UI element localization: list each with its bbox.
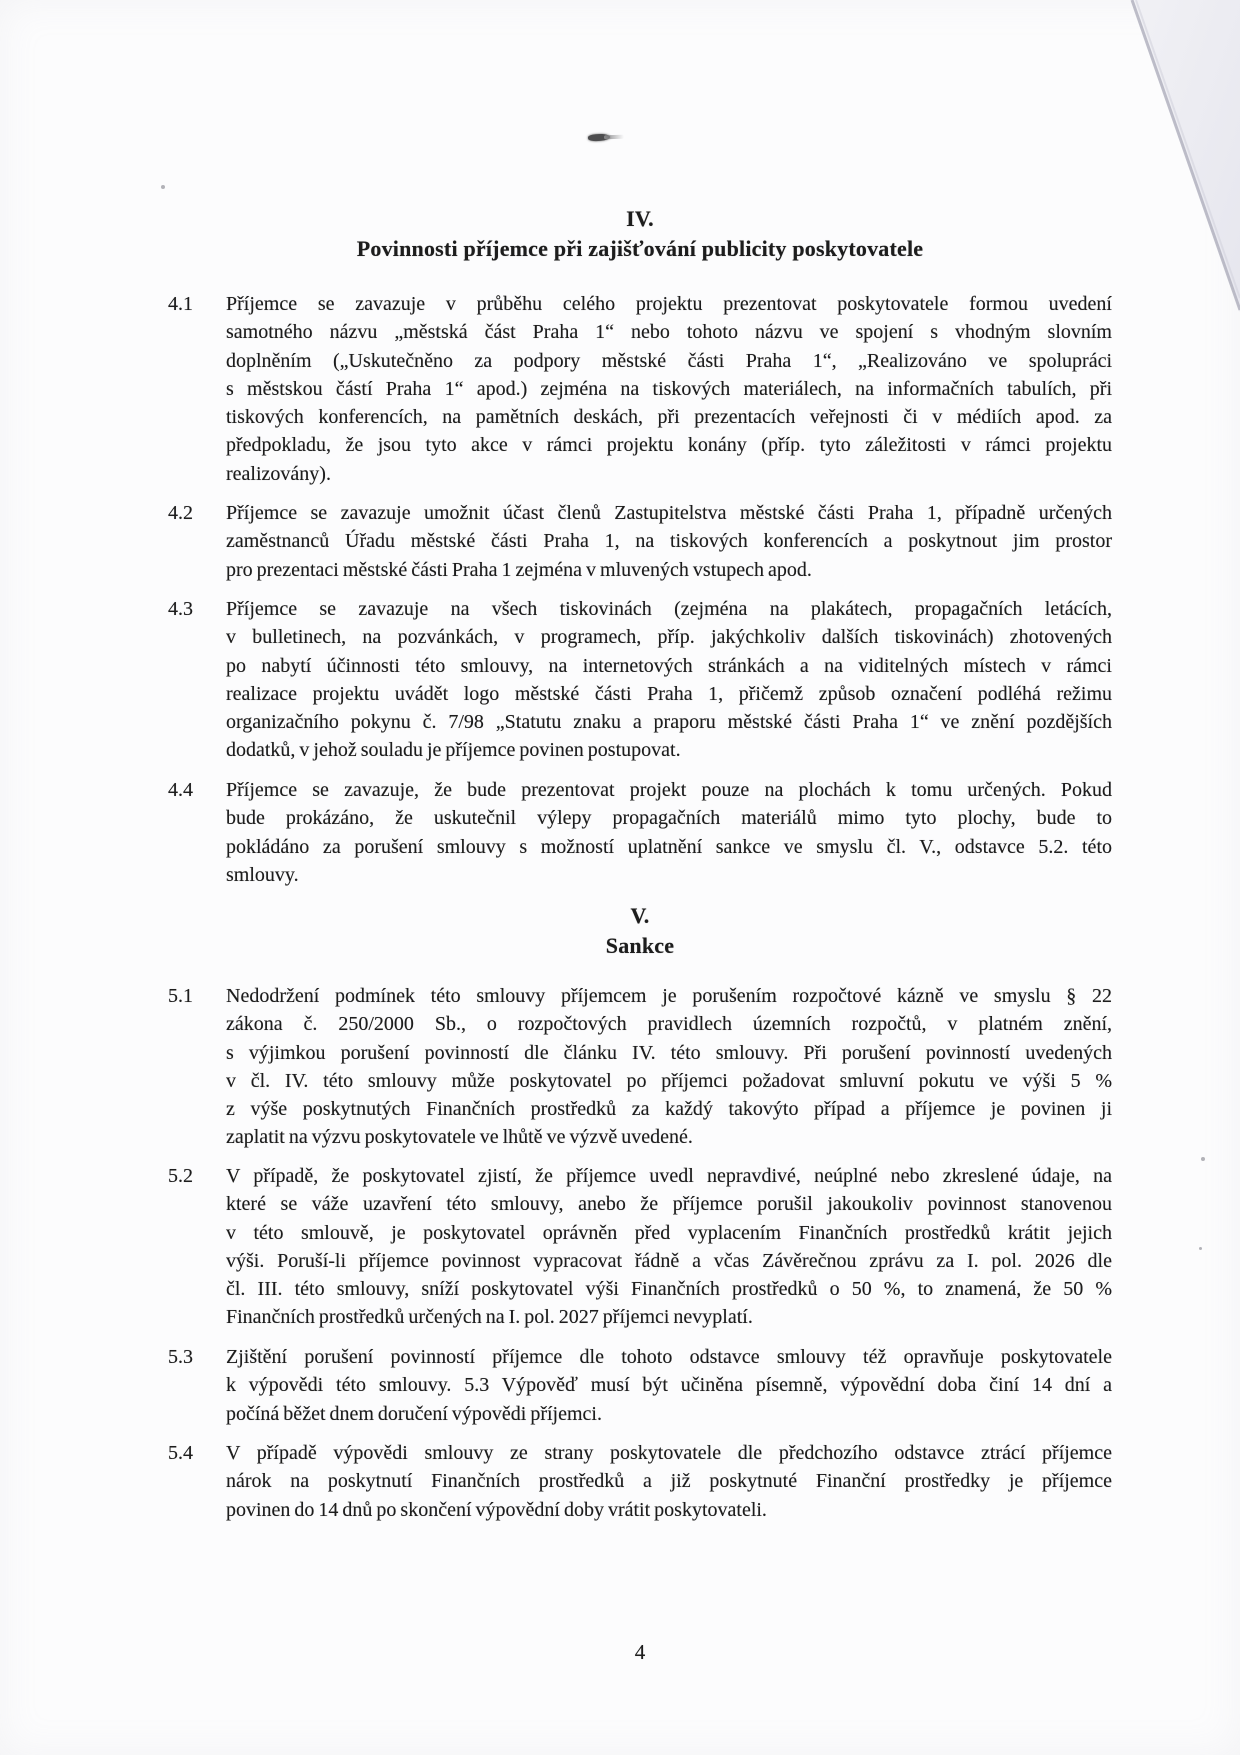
clause-5.2 xyxy=(168,1162,1112,1332)
paragraph-line: doplněním („Uskutečněno za podpory městské části Praha 1“, „Realizováno ve spolupráci xyxy=(226,349,1112,372)
paragraph-line: Nedodržení podmínek této smlouvy příjemcem je porušením rozpočtové kázně ve smyslu § 22 xyxy=(226,985,1112,1007)
paragraph-line: počíná běžet dnem doručení výpovědi příjemci. xyxy=(226,1402,602,1425)
paragraph-line: z výše poskytnutých Finančních prostředků za každý takovýto případ a příjemce je povinen ji xyxy=(226,1098,1112,1121)
paragraph-line: organizačního pokynu č. 7/98 „Statutu znaku a praporu městské části Praha 1“ ve znění pozdějších xyxy=(226,711,1112,734)
clause-text xyxy=(226,290,1112,488)
clause-text xyxy=(226,595,1112,765)
section-iv-heading-line: IV. xyxy=(626,206,654,231)
paragraph-line: V případě, že poskytovatel zjistí, že příjemce uvedl nepravdivé, neúplné nebo zkreslené údaje, na xyxy=(226,1165,1112,1187)
paragraph-line: povinen do 14 dnů po skončení výpovědní doby vrátit poskytovateli. xyxy=(226,1498,767,1521)
paragraph-line: s výjimkou porušení povinností dle článku IV. této smlouvy. Při porušení povinností uvedených xyxy=(226,1041,1112,1064)
clause-5.1 xyxy=(168,982,1112,1152)
section-iv-heading xyxy=(168,204,1112,264)
paragraph-line: s městskou částí Praha 1“ apod.) zejména na tiskových materiálech, na informačních tabulích, při xyxy=(226,377,1112,400)
paragraph-line: pokládáno za porušení smlouvy s možností uplatnění sankce ve smyslu čl. V., odstavce 5.2. této xyxy=(226,835,1112,858)
clause-number: 4.3 xyxy=(168,598,193,620)
paragraph-line: Příjemce se zavazuje na všech tiskovinách (zejména na plakátech, propagačních letácích, xyxy=(226,598,1112,620)
paragraph-line: v této smlouvě, je poskytovatel oprávněn před vyplacením Finančních prostředků krátit jejich xyxy=(226,1221,1112,1244)
scan-speck xyxy=(161,185,165,189)
paragraph-line: výši. Poruší-li příjemce povinnost vypracovat řádně a včas Závěrečnou zprávu za I. pol. 2026 dle xyxy=(226,1249,1112,1272)
paragraph-line: po nabytí účinnosti této smlouvy, na internetových stránkách a na viditelných místech v rámci xyxy=(226,654,1112,677)
paragraph-line: zákona č. 250/2000 Sb., o rozpočtových pravidlech územních rozpočtů, v platném znění, xyxy=(226,1013,1112,1036)
section-v-heading-line: V. xyxy=(630,903,650,928)
section-v-heading-line: Sankce xyxy=(605,933,675,958)
paragraph-line: předpokladu, že jsou tyto akce v rámci projektu konány (příp. tyto záležitosti v rámci projektu xyxy=(226,434,1112,457)
paragraph-line: Finančních prostředků určených na I. pol. 2027 příjemci nevyplatí. xyxy=(226,1306,753,1329)
paragraph-line: které se váže uzavření této smlouvy, anebo že příjemce porušil jakoukoliv povinnost stanovenou xyxy=(226,1193,1112,1216)
paragraph-line: realizace projektu uvádět logo městské části Praha 1, přičemž způsob označení podléhá režimu xyxy=(226,682,1112,705)
clause-5.3 xyxy=(168,1343,1112,1428)
clause-text xyxy=(226,1162,1112,1332)
paragraph-line: Příjemce se zavazuje, že bude prezentovat projekt pouze na plochách k tomu určených. Pokud xyxy=(226,779,1112,801)
clause-number: 5.4 xyxy=(168,1442,193,1464)
paragraph-line: pro prezentaci městské části Praha 1 zejména v mluvených vstupech apod. xyxy=(226,558,812,581)
clause-4.1 xyxy=(168,290,1112,488)
page-number: 4 xyxy=(634,1640,646,1664)
paragraph-line: Zjištění porušení povinností příjemce dle tohoto odstavce smlouvy též opravňuje poskytovatele xyxy=(226,1346,1112,1368)
clause-number: 5.1 xyxy=(168,985,193,1007)
clause-text xyxy=(226,776,1112,889)
page-fold-corner xyxy=(1130,0,1240,312)
clause-number: 4.2 xyxy=(168,502,193,524)
scan-speck xyxy=(1199,1247,1202,1250)
clause-number: 4.4 xyxy=(168,779,193,801)
paragraph-line: v bulletinech, na pozvánkách, v programech, příp. jakýchkoliv dalších tiskovinách) zhotovených xyxy=(226,626,1112,649)
clause-4.2 xyxy=(168,499,1112,584)
clause-text xyxy=(226,982,1112,1152)
paragraph-line: Příjemce se zavazuje v průběhu celého projektu prezentovat poskytovatele formou uvedení xyxy=(226,293,1112,315)
paragraph-line: samotného názvu „městská část Praha 1“ nebo tohoto názvu ve spojení s vhodným slovním xyxy=(226,321,1112,344)
clause-5.4 xyxy=(168,1439,1112,1524)
clause-text xyxy=(226,499,1112,584)
clause-number: 4.1 xyxy=(168,293,193,315)
paragraph-line: smlouvy. xyxy=(226,863,299,886)
paragraph-line: bude prokázáno, že uskutečnil výlepy propagačních materiálů mimo tyto plochy, bude to xyxy=(226,807,1112,830)
clause-number: 5.2 xyxy=(168,1165,193,1187)
section-v-heading xyxy=(168,901,1112,961)
paragraph-line: zaplatit na výzvu poskytovatele ve lhůtě ve výzvě uvedené. xyxy=(226,1126,693,1149)
clause-4.4 xyxy=(168,776,1112,889)
paragraph-line: Příjemce se zavazuje umožnit účast členů Zastupitelstva městské části Praha 1, případně určených xyxy=(226,502,1112,524)
paragraph-line: V případě výpovědi smlouvy ze strany poskytovatele dle předchozího odstavce ztrácí příjemce xyxy=(226,1442,1112,1464)
paragraph-line: k výpovědi této smlouvy. 5.3 Výpověď musí být učiněna písemně, výpovědní doba činí 14 dní a xyxy=(226,1374,1112,1397)
page-content xyxy=(168,0,1112,1755)
paragraph-line: v čl. IV. této smlouvy může poskytovatel po příjemci požadovat smluvní pokutu ve výši 5 % xyxy=(226,1069,1112,1092)
paragraph-line: čl. III. této smlouvy, sníží poskytovatel výši Finančních prostředků o 50 %, to znamená, že 50 % xyxy=(226,1278,1112,1301)
paragraph-line: tiskových konferencích, na pamětních deskách, při prezentacích veřejnosti či v médiích apod. za xyxy=(226,406,1112,429)
clause-4.3 xyxy=(168,595,1112,765)
clause-text xyxy=(226,1343,1112,1428)
clause-number: 5.3 xyxy=(168,1346,193,1368)
section-iv-heading-line: Povinnosti příjemce při zajišťování publicity poskytovatele xyxy=(356,236,924,261)
paragraph-line: dodatků, v jehož souladu je příjemce povinen postupovat. xyxy=(226,739,681,762)
paragraph-line: realizovány). xyxy=(226,462,331,485)
paragraph-line: zaměstnanců Úřadu městské části Praha 1, na tiskových konferencích a poskytnout jim prostor xyxy=(226,530,1112,553)
paragraph-line: nárok na poskytnutí Finančních prostředků a již poskytnuté Finanční prostředky je příjemce xyxy=(226,1470,1112,1493)
scan-speck xyxy=(1201,1157,1205,1161)
clause-text xyxy=(226,1439,1112,1524)
